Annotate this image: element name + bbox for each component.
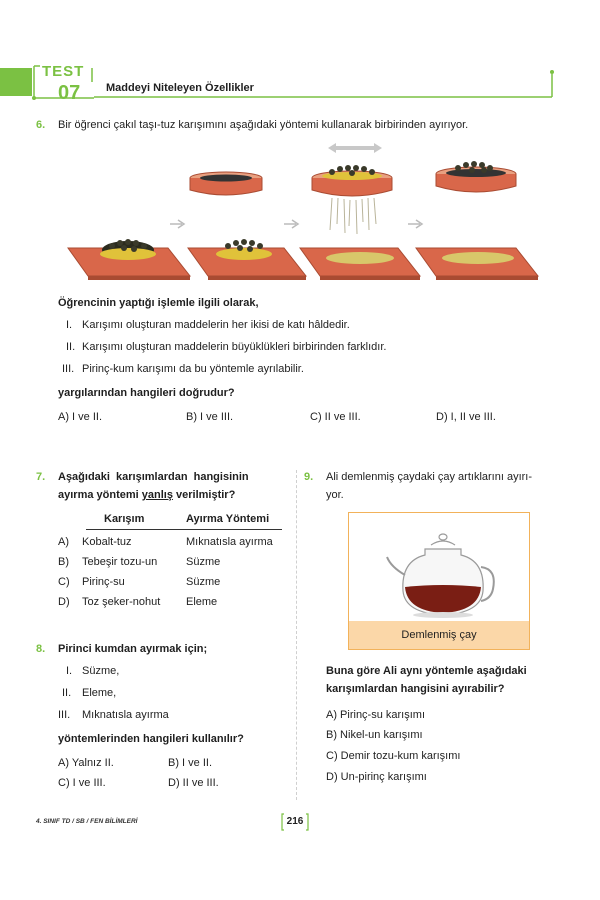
q7-stem-line2: ayırma yöntemi yanlış verilmiştir? — [58, 489, 236, 501]
q7-row-c-mix: Pirinç-su — [82, 576, 125, 588]
q7-stem-line1: Aşağıdaki karışımlardan hangisinin — [58, 471, 249, 483]
sieve-empty — [190, 172, 262, 195]
tray-3 — [300, 248, 420, 280]
q6-option-d[interactable]: D) I, II ve III. — [436, 411, 496, 423]
q9-stem-line1: Ali demlenmiş çaydaki çay artıklarını ayırı- — [326, 471, 533, 483]
q7-row-d-mix: Toz şeker-nohut — [82, 596, 161, 608]
page-title: Maddeyi Niteleyen Özellikler — [106, 82, 254, 94]
q9-question-line1: Buna göre Ali aynı yöntemle aşağıdaki — [326, 665, 527, 677]
q8-number: 8. — [36, 643, 46, 655]
teapot-caption: Demlenmiş çay — [349, 621, 529, 649]
q7-row-a-mix: Kobalt-tuz — [82, 536, 132, 548]
q9-option-a[interactable]: A) Pirinç-su karışımı — [326, 709, 426, 721]
q9-option-c[interactable]: C) Demir tozu-kum karışımı — [326, 750, 461, 762]
test-number: 07 — [58, 82, 81, 104]
q9-stem-line2: yor. — [326, 489, 344, 501]
q7-table-rule — [86, 529, 282, 530]
q7-row-d-letter[interactable]: D) — [58, 596, 70, 608]
q6-prompt: Öğrencinin yaptığı işlemle ilgili olarak, — [58, 297, 259, 309]
q6-statement-2-num: II. — [66, 341, 76, 353]
q6-statement-3-num: III. — [62, 363, 75, 375]
q8-option-b[interactable]: B) I ve II. — [168, 757, 213, 769]
tray-1 — [68, 239, 190, 280]
footer-course-label: 4. SINIF TD / SB / FEN BİLİMLERİ — [36, 818, 138, 825]
q6-statement-1-num: I. — [66, 319, 73, 331]
q8-statement-2-num: II. — [62, 687, 72, 699]
arrow-icons — [170, 220, 422, 228]
q9-question-line2: karışımlardan hangisini ayırabilir? — [326, 683, 505, 695]
q7-col-mixture: Karışım — [104, 513, 145, 525]
q7-row-b-letter[interactable]: B) — [58, 556, 69, 568]
q6-option-b[interactable]: B) I ve III. — [186, 411, 234, 423]
q7-row-c-letter[interactable]: C) — [58, 576, 70, 588]
q7-row-d-method: Eleme — [186, 596, 218, 608]
q8-option-d[interactable]: D) II ve III. — [168, 777, 219, 789]
page-number: 216 — [286, 816, 304, 827]
q8-question: yöntemlerinden hangileri kullanılır? — [58, 733, 244, 745]
q6-option-c[interactable]: C) II ve III. — [310, 411, 361, 423]
q6-statement-2: Karışımı oluşturan maddelerin büyüklükleri birbirinden farklıdır. — [82, 341, 387, 353]
q9-number: 9. — [304, 471, 314, 483]
q8-statement-2: Eleme, — [82, 687, 117, 699]
q6-option-a[interactable]: A) I ve II. — [58, 411, 103, 423]
q8-option-a[interactable]: A) Yalnız II. — [58, 757, 114, 769]
q7-row-c-method: Süzme — [186, 576, 221, 588]
q7-row-b-mix: Tebeşir tozu-un — [82, 556, 158, 568]
tray-4 — [416, 248, 538, 280]
q8-statement-1-num: I. — [66, 665, 73, 677]
column-divider — [296, 470, 297, 800]
q6-illustration — [60, 138, 550, 283]
q6-question: yargılarından hangileri doğrudur? — [58, 387, 235, 399]
q6-statement-3: Pirinç-kum karışımı da bu yöntemle ayrılabilir. — [82, 363, 304, 375]
q6-statement-1: Karışımı oluşturan maddelerin her ikisi de katı hâldedir. — [82, 319, 350, 331]
test-label: TEST — [42, 63, 85, 80]
q7-row-a-letter[interactable]: A) — [58, 536, 69, 548]
q6-stem: Bir öğrenci çakıl taşı-tuz karışımını aşağıdaki yöntemi kullanarak birbirinden ayırıyor. — [58, 119, 469, 131]
q6-number: 6. — [36, 119, 46, 131]
q7-number: 7. — [36, 471, 46, 483]
header-frame — [0, 60, 600, 110]
q8-option-c[interactable]: C) I ve III. — [58, 777, 106, 789]
teapot-icon — [385, 531, 495, 621]
q8-statement-3-num: III. — [58, 709, 71, 721]
q7-col-method: Ayırma Yöntemi — [186, 513, 270, 525]
q9-option-d[interactable]: D) Un-pirinç karışımı — [326, 771, 427, 783]
q8-statement-1: Süzme, — [82, 665, 120, 677]
q8-stem: Pirinci kumdan ayırmak için; — [58, 643, 208, 655]
sieve-pebbles — [436, 161, 516, 192]
sieve-shaking — [312, 143, 392, 234]
q7-row-b-method: Süzme — [186, 556, 221, 568]
q9-option-b[interactable]: B) Nikel-un karışımı — [326, 729, 423, 741]
tray-2 — [188, 239, 306, 280]
q8-statement-3: Mıknatısla ayırma — [82, 709, 169, 721]
teapot-figure — [348, 512, 530, 650]
q7-row-a-method: Mıknatısla ayırma — [186, 536, 273, 548]
